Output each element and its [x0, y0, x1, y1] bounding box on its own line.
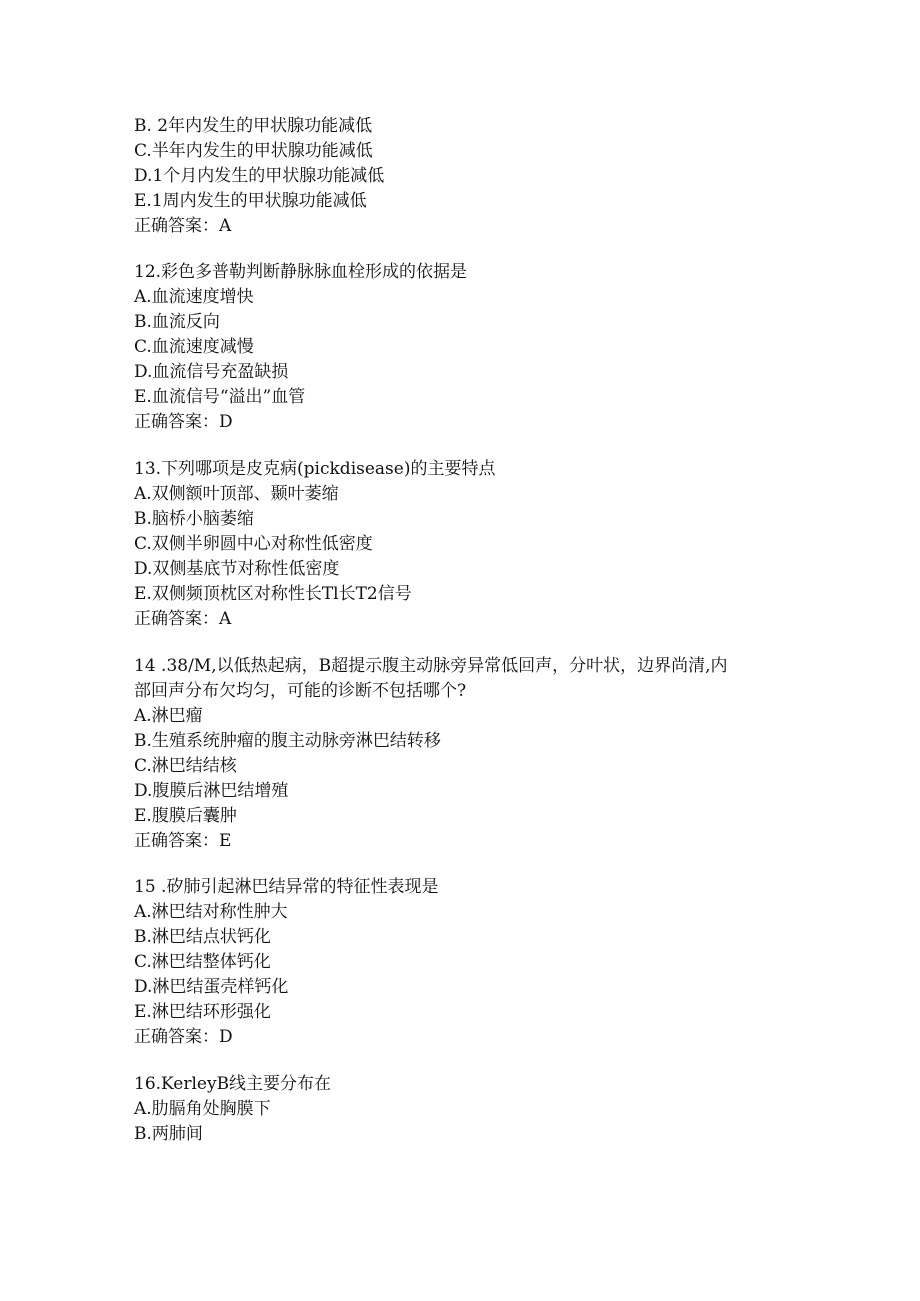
answer: 正确答案：A	[134, 609, 232, 629]
option-d: D.1个月内发生的甲状腺功能减低	[134, 166, 385, 186]
answer: 正确答案：D	[134, 412, 233, 432]
option-c: C.淋巴结整体钙化	[134, 952, 271, 972]
option-b: B.淋巴结点状钙化	[134, 927, 271, 947]
question-stem: 15 .矽肺引起淋巴结异常的特征性表现是	[134, 877, 439, 897]
question-13	[134, 457, 794, 632]
option-e: E.血流信号“溢出”血管	[134, 387, 306, 407]
answer: 正确答案：E	[134, 831, 232, 851]
question-15	[134, 875, 794, 1050]
option-c: C.淋巴结结核	[134, 756, 237, 776]
option-e: E.1周内发生的甲状腺功能减低	[134, 191, 367, 211]
question-14	[134, 654, 794, 854]
answer: 正确答案：D	[134, 1027, 233, 1047]
option-e: E.淋巴结环形强化	[134, 1002, 271, 1022]
answer: 正确答案：A	[134, 216, 232, 236]
option-a: A.血流速度增快	[134, 287, 254, 307]
option-a: A.双侧额叶顶部、颞叶萎缩	[134, 484, 339, 504]
option-a: A.淋巴瘤	[134, 706, 203, 726]
option-b: B.生殖系统肿瘤的腹主动脉旁淋巴结转移	[134, 731, 441, 751]
option-e: E.腹膜后囊肿	[134, 806, 237, 826]
option-b: B.脑桥小脑萎缩	[134, 509, 254, 529]
question-stem: 12.彩色多普勒判断静脉脉血栓形成的依据是	[134, 262, 468, 282]
option-a: A.肋膈角处胸膜下	[134, 1099, 271, 1119]
option-b: B. 2年内发生的甲状腺功能减低	[134, 116, 373, 136]
question-11-continuation	[134, 114, 794, 239]
option-c: C.半年内发生的甲状腺功能减低	[134, 141, 373, 161]
question-16	[134, 1072, 794, 1147]
question-12	[134, 260, 794, 435]
question-stem: 16.KerleyB线主要分布在	[134, 1074, 332, 1094]
question-stem: 13.下列哪项是皮克病(pickdisease)的主要特点	[134, 459, 496, 479]
option-c: C.双侧半卵圆中心对称性低密度	[134, 534, 373, 554]
option-d: D.双侧基底节对称性低密度	[134, 559, 340, 579]
question-stem: 14 .38/M,以低热起病，B超提示腹主动脉旁异常低回声，分叶状，边界尚清,内	[134, 656, 728, 676]
option-d: D.淋巴结蛋壳样钙化	[134, 977, 289, 997]
option-d: D.腹膜后淋巴结增殖	[134, 781, 289, 801]
option-c: C.血流速度减慢	[134, 337, 254, 357]
option-a: A.淋巴结对称性肿大	[134, 902, 288, 922]
question-stem-continued: 部回声分布欠均匀，可能的诊断不包括哪个?	[134, 681, 467, 701]
option-b: B.血流反向	[134, 312, 220, 332]
option-b: B.两肺间	[134, 1124, 203, 1144]
option-d: D.血流信号充盈缺损	[134, 362, 289, 382]
option-e: E.双侧频顶枕区对称性长Tl长T2信号	[134, 584, 412, 604]
